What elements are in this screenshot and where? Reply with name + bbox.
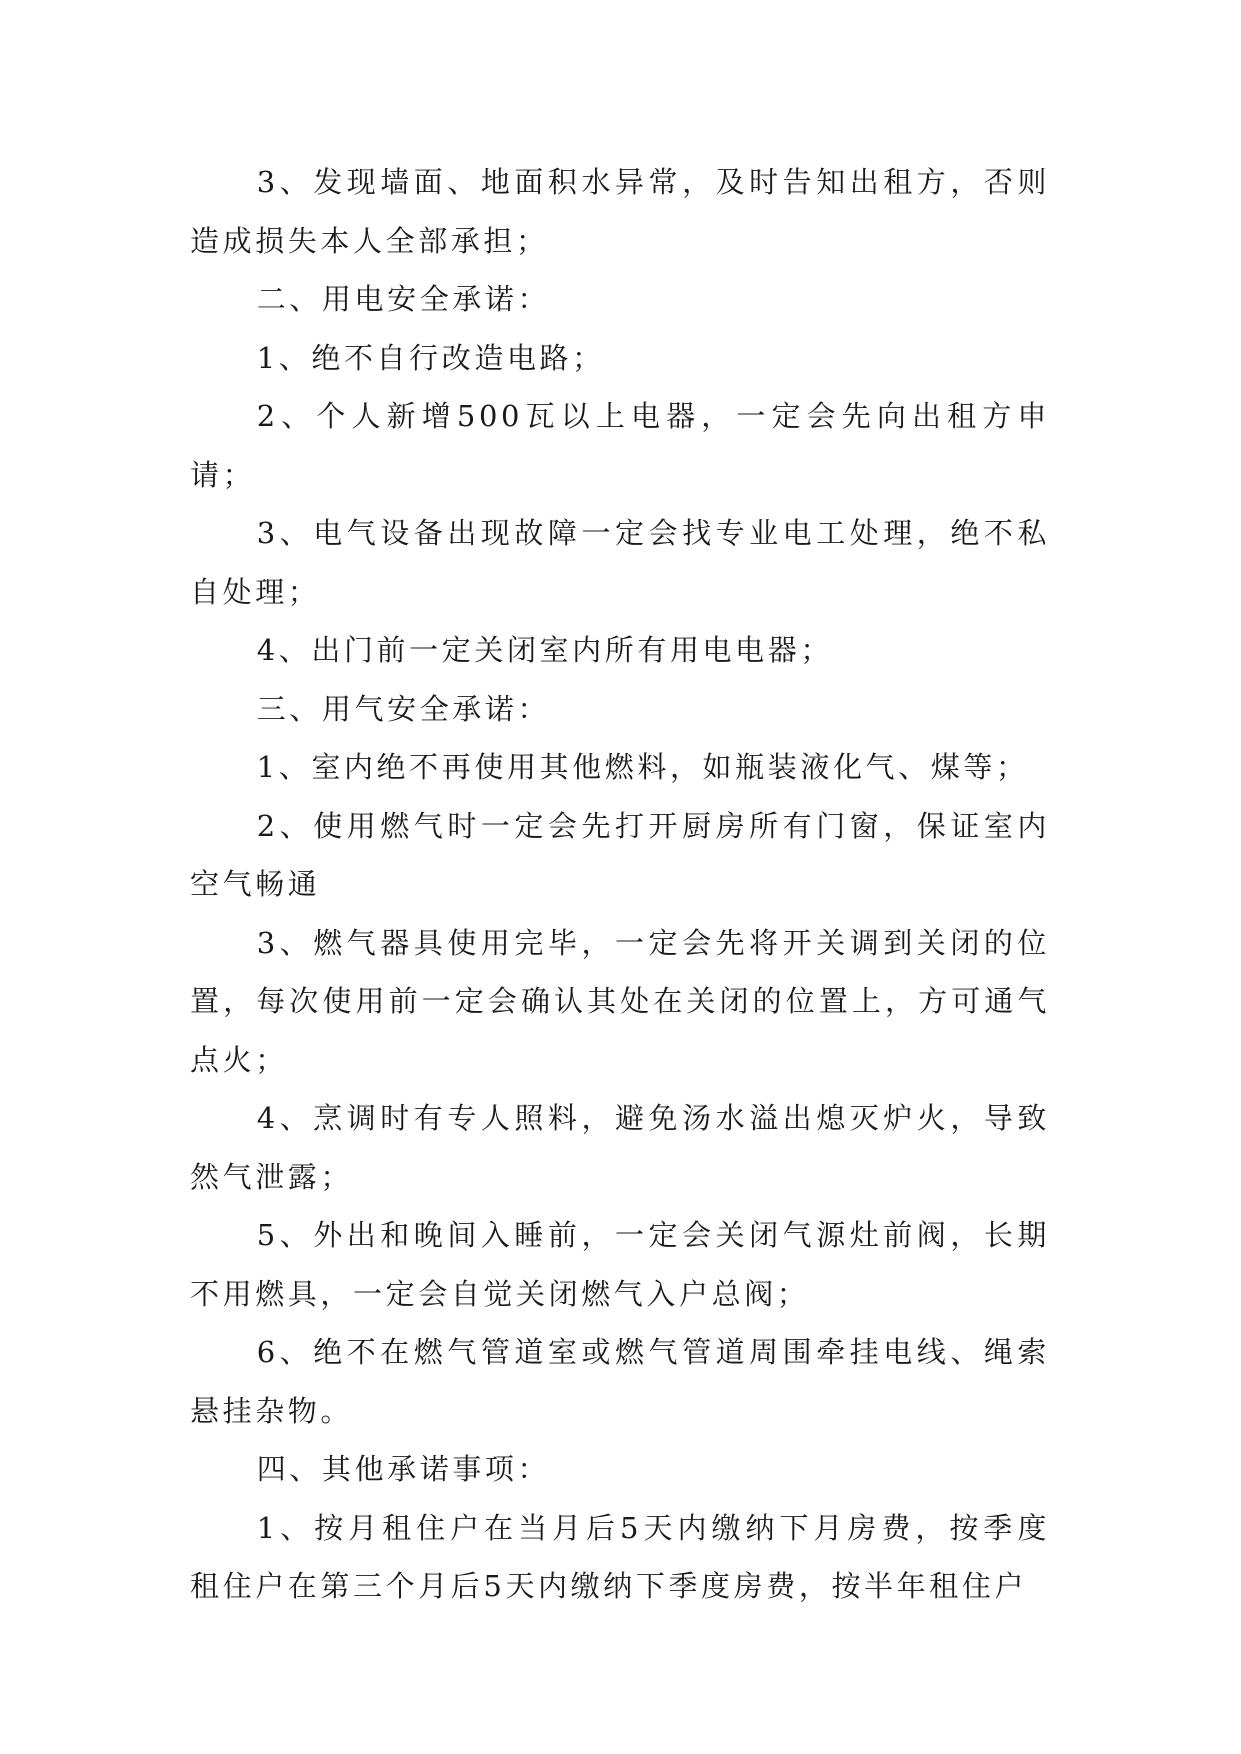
heading-electrical-safety: 二、用电安全承诺： — [256, 282, 551, 316]
document-body — [190, 153, 1050, 1616]
paragraph-new-appliance: 2、个人新增500瓦以上电器，一定会先向出租方申请； — [190, 399, 1050, 492]
paragraph-power-off: 4、出门前一定关闭室内所有用电电器； — [256, 633, 833, 667]
heading-other-commitments: 四、其他承诺事项： — [256, 1452, 551, 1486]
paragraph-switch-off: 3、燃气器具使用完毕，一定会先将开关调到关闭的位置，每次使用前一定会确认其处在关闭的位置上，方可通气点火； — [190, 925, 1050, 1077]
paragraph-equipment-failure: 3、电气设备出现故障一定会找专业电工处理，绝不私自处理； — [190, 516, 1050, 609]
heading-gas-safety: 三、用气安全承诺： — [256, 691, 551, 726]
paragraph-rent-payment: 1、按月租住户在当月后5天内缴纳下月房费，按季度租住户在第三个月后5天内缴纳下季度房费，按半年租住户 — [190, 1510, 1050, 1603]
paragraph-no-circuit-modification: 1、绝不自行改造电路； — [256, 340, 605, 375]
paragraph-close-valve: 5、外出和晚间入睡前，一定会关闭气源灶前阀，长期不用燃具，一定会自觉关闭燃气入户总阀； — [190, 1218, 1050, 1311]
paragraph-pipe-clearance: 6、绝不在燃气管道室或燃气管道周围牵挂电线、绳索悬挂杂物。 — [190, 1335, 1050, 1428]
paragraph-no-other-fuel: 1、室内绝不再使用其他燃料，如瓶装液化气、煤等； — [256, 750, 1029, 784]
paragraph-ventilation: 2、使用燃气时一定会先打开厨房所有门窗，保证室内空气畅通 — [190, 808, 1050, 901]
paragraph-water-abnormality: 3、发现墙面、地面积水异常，及时告知出租方，否则造成损失本人全部承担； — [190, 165, 1050, 258]
paragraph-cooking-attention: 4、烹调时有专人照料，避免汤水溢出熄灭炉火，导致然气泄露； — [190, 1101, 1050, 1194]
